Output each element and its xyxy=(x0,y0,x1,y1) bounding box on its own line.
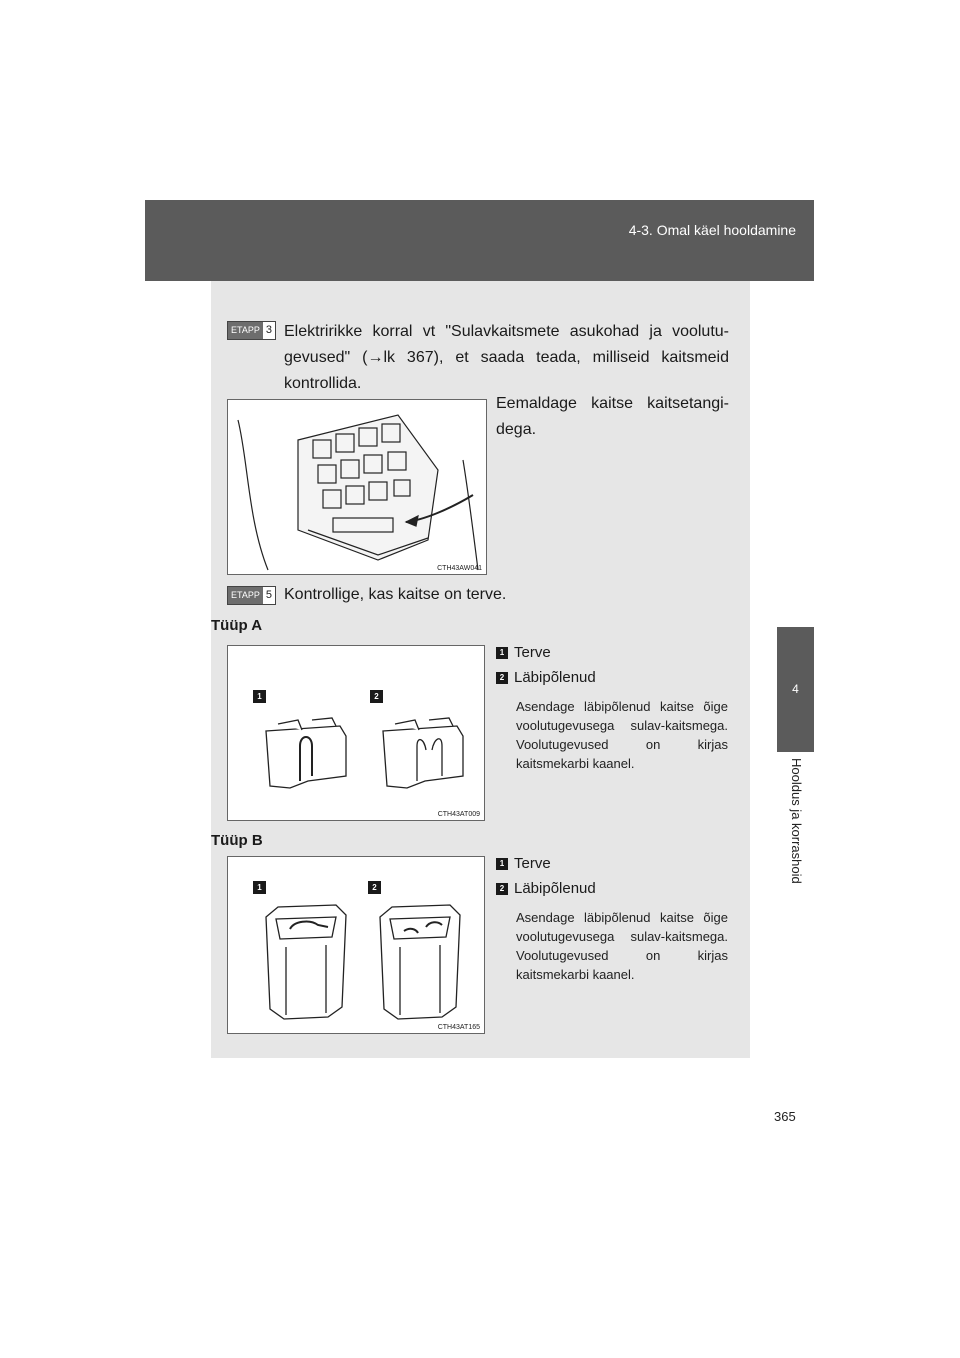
step-5-text: Kontrollige, kas kaitse on terve. xyxy=(284,586,507,603)
page-number: 365 xyxy=(774,1109,796,1124)
section-title: 4-3. Omal käel hooldamine xyxy=(628,222,796,238)
figure-code: CTH43AT165 xyxy=(437,1024,480,1031)
figure-badge-1: 1 xyxy=(253,690,266,703)
type-a-figure xyxy=(227,645,485,821)
type-a-note: Asendage läbipõlenud kaitse õige voolutugevusega sulav-kaitsmega. Voolutugevused on kirjas kaitsmekarbi kaanel. xyxy=(516,699,728,771)
step-3-text: Elektririkke korral vt "Sulavkaitsmete asukohad ja voolutu-gevused" (→lk 367), et saada teada, milliseid kaitsmeid kontrollida. xyxy=(284,323,729,392)
figure-badge-2: 2 xyxy=(370,690,383,703)
blade-fuse-illustration xyxy=(228,646,484,820)
cartridge-fuse-illustration xyxy=(228,857,484,1033)
step-badge-5: ETAPP 5 xyxy=(227,586,276,605)
type-a-item-1: 1 Terve xyxy=(496,644,551,661)
step-4-text: Eemaldage kaitse kaitsetangi-dega. xyxy=(496,395,729,438)
type-b-note: Asendage läbipõlenud kaitse õige voolutugevusega sulav-kaitsmega. Voolutugevused on kirjas kaitsmekarbi kaanel. xyxy=(516,910,728,982)
type-b-title: Tüüp B xyxy=(211,832,263,849)
page-header xyxy=(145,200,814,281)
type-b-figure xyxy=(227,856,485,1034)
chapter-tab[interactable]: 4 xyxy=(777,627,814,752)
figure-badge-1: 1 xyxy=(253,881,266,894)
figure-code: CTH43AT009 xyxy=(437,811,480,818)
type-b-item-1: 1 Terve xyxy=(496,855,551,872)
fuse-box-illustration xyxy=(228,400,486,574)
step-badge-3: ETAPP 3 xyxy=(227,321,276,340)
type-a-title: Tüüp A xyxy=(211,617,263,634)
figure-code: CTH43AW041 xyxy=(437,565,482,572)
type-a-item-2: 2 Läbipõlenud xyxy=(496,669,596,686)
chapter-side-label: Hooldus ja korrashoid xyxy=(789,758,804,884)
type-b-item-2: 2 Läbipõlenud xyxy=(496,880,596,897)
content-panel xyxy=(211,281,750,1058)
fuse-box-figure xyxy=(227,399,487,575)
figure-badge-2: 2 xyxy=(368,881,381,894)
